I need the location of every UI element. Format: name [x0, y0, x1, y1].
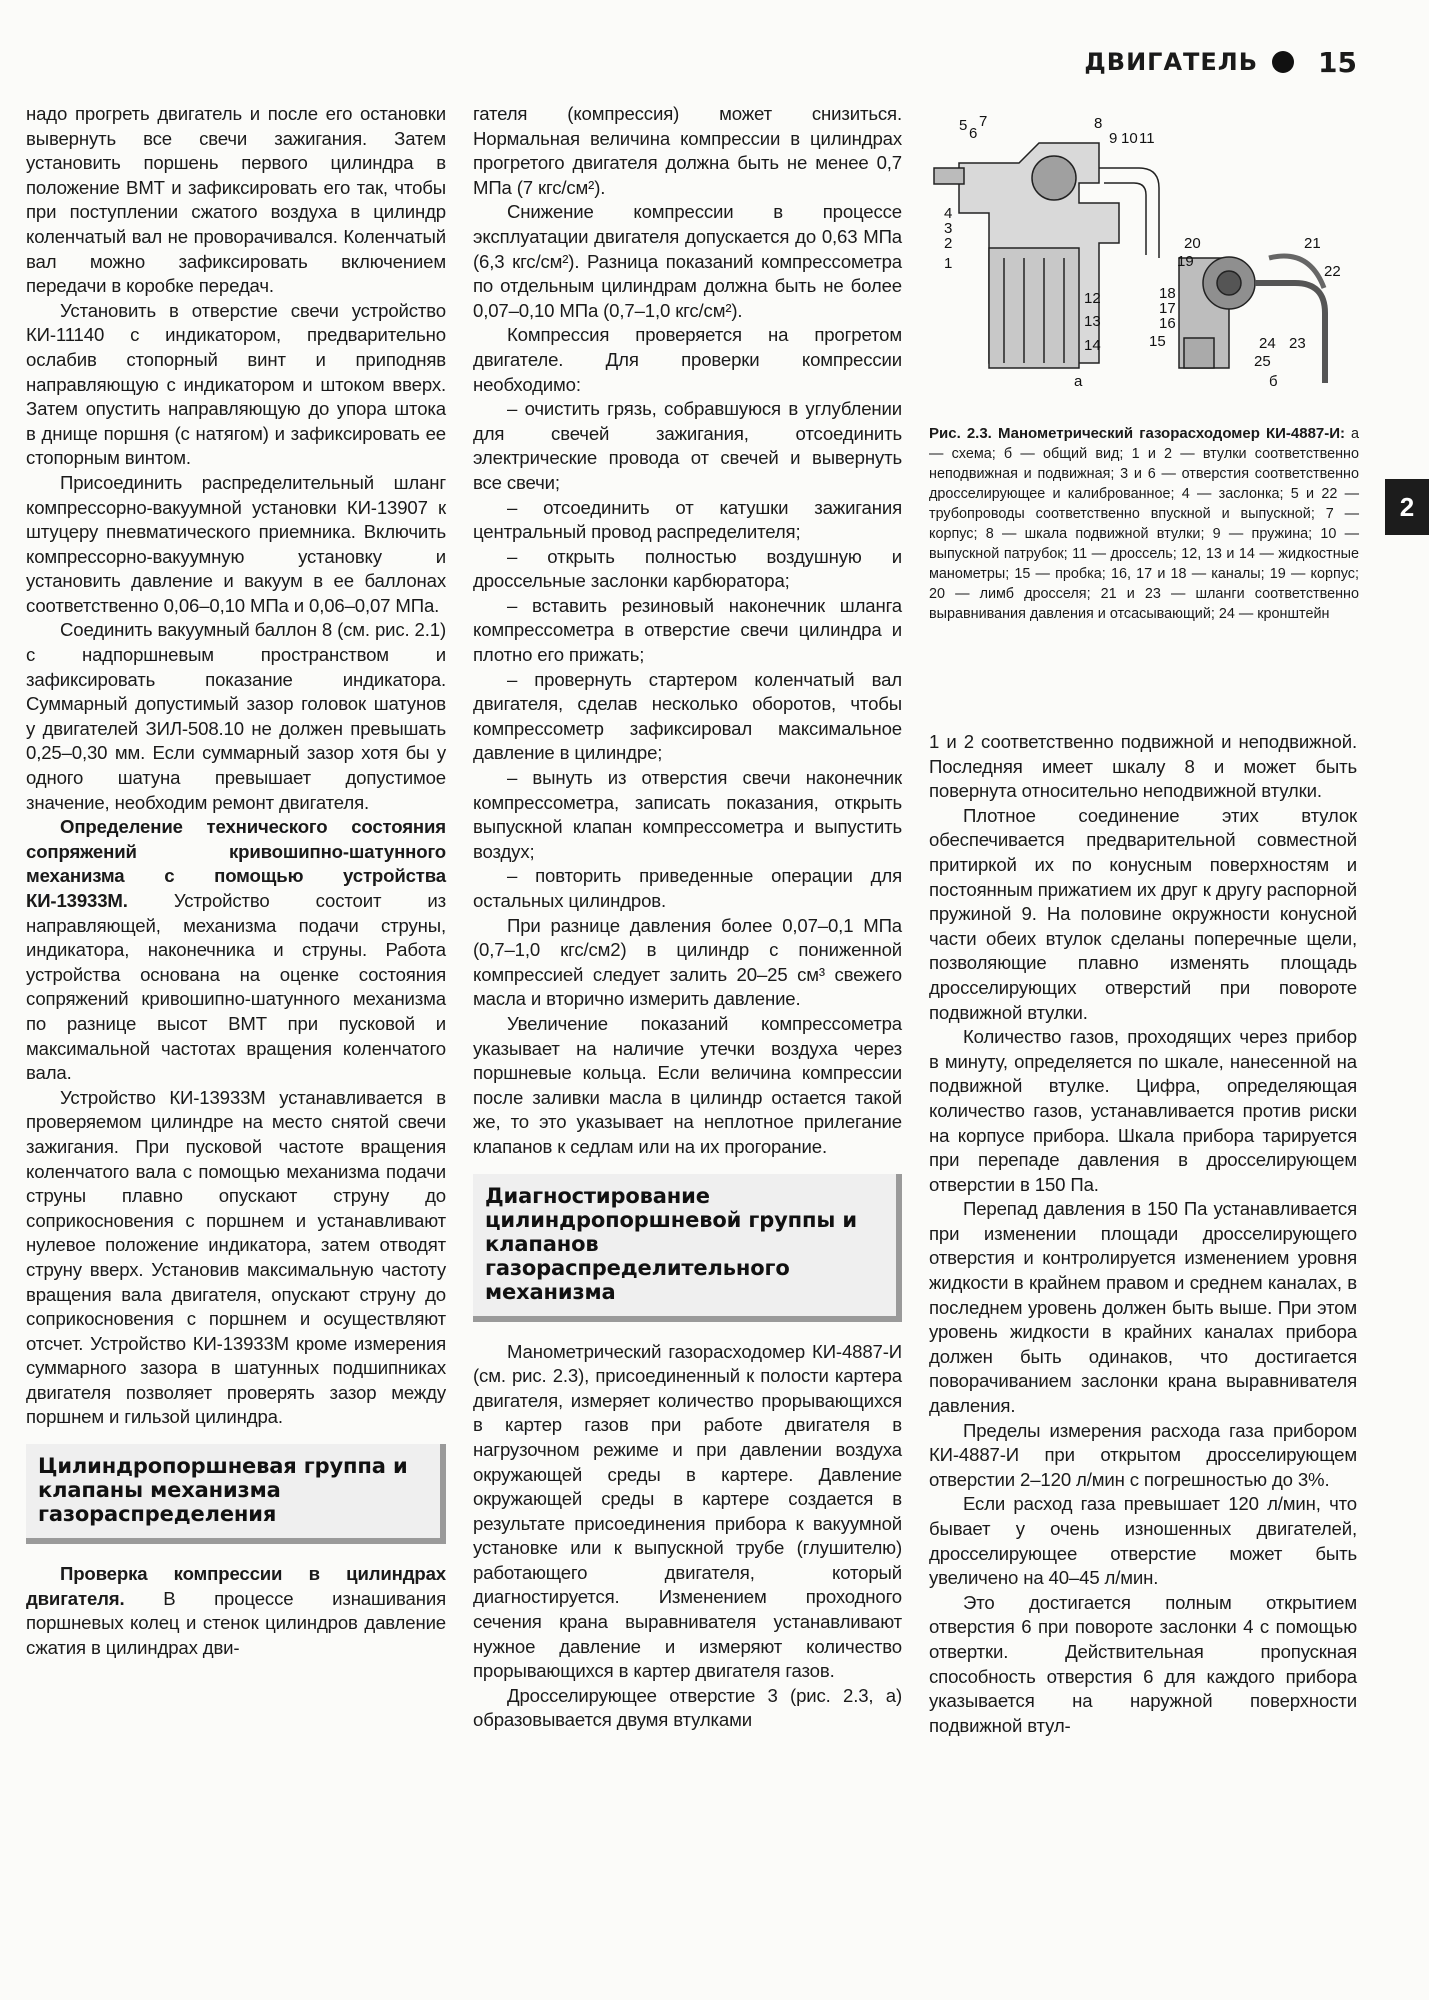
paragraph: При разнице давления более 0,07–0,1 МПа (0,7–1,0 кгс/см2) в цилиндр с пониженной компрессией следует залить 20–25 см³ свежего масла и вторично измерить давление.: [473, 914, 902, 1010]
fig-label: 15: [1149, 333, 1166, 350]
paragraph: надо прогреть двигатель и после его остановки вывернуть все свечи зажигания. Затем установить поршень первого цилиндра в положение ВМТ и зафиксировать его так, чтобы при поступлении сжатого воздуха в цилиндр коленчатый вал не проворачивался. Коленчатый вал можно зафиксировать включением передачи в коробке передач.: [26, 103, 446, 297]
list-item: – вставить резиновый наконечник шланга компрессометра в отверстие свечи цилиндра и плотно его прижать;: [473, 594, 902, 666]
fig-label: 20: [1184, 235, 1201, 252]
column-1: [26, 102, 446, 1660]
paragraph: Манометрический газорасходомер КИ-4887-И (см. рис. 2.3), присоединенный к полости картера двигателя, измеряет количество прорывающихся в картер газов при работе двигателя в нагрузочном режиме и при давлении воздуха окружающей среды в картере. Давление окружающей среды в картере создается в результате присоединения прибора к вакуумной установке или к выпускной трубе (глушителю) работающего двигателя, который диагностируется. Изменением проходного сечения крана выравнивателя устанавливают нужное давление и измеряют количество прорывающихся в картер двигателя газов.: [473, 1340, 902, 1682]
fig-label: 18: [1159, 285, 1176, 302]
section-title-header: ДВИГАТЕЛЬ: [1084, 48, 1259, 76]
section-heading: Диагностирование цилиндропоршневой группы и клапанов газораспределительного механизма: [485, 1183, 857, 1304]
list-item: – очистить грязь, собравшуюся в углублении для свечей зажигания, отсоединить электрические провода от свечей и вывернуть все свечи;: [473, 398, 902, 493]
paragraph: Это достигается полным открытием отверстия 6 при повороте заслонки 4 с помощью отвертки. Действительная пропускная способность отверстия 6 для каждого прибора указывается на наружной поверхности подвижной втул-: [929, 1591, 1357, 1736]
list-item: – провернуть стартером коленчатый вал двигателя, сделав несколько оборотов, чтобы компрессометр зафиксировал максимальное давление в цилиндре;: [473, 668, 902, 764]
paragraph: Если расход газа превышает 120 л/мин, что бывает у очень изношенных двигателей, дросселирующее отверстие может быть увеличено на 40–45 л/мин.: [929, 1493, 1357, 1589]
fig-label: 19: [1177, 253, 1194, 270]
fig-label: 2: [944, 235, 953, 252]
fig-label: 22: [1324, 263, 1341, 280]
section-heading-box: [26, 1444, 446, 1544]
paragraph: Плотное соединение этих втулок обеспечивается предварительной совместной притиркой их по конусным поверхностям и постоянным прижатием их друг к другу распорной пружиной 9. На половине окружности конусной части обеих втулок сделаны поперечные щели, позволяющие плавно изменять площадь дросселирующих отверстий при повороте подвижной втулки.: [929, 804, 1357, 1023]
section-heading: Цилиндропоршневая группа и клапаны механизма газораспределения: [38, 1454, 408, 1527]
paragraph: гателя (компрессия) может снизиться. Нормальная величина компрессии в цилиндрах прогретого двигателя должна быть не менее 0,7 МПа (7 кгс/см²).: [473, 103, 902, 198]
fig-label: 5: [959, 117, 968, 134]
fig-label: а: [1074, 373, 1083, 390]
paragraph-text: Устройство состоит из направляющей, механизма подачи струны, индикатора, наконечника и струны. Работа устройства основана на оценке состояния сопряжений кривошипно-шатунного механизма по разнице высот ВМТ при пусковой и максимальной частотах вращения коленчатого вала.: [26, 890, 446, 1084]
column-3: [929, 730, 1357, 1738]
figure-caption: [929, 424, 1359, 624]
page-number: 15: [1318, 45, 1357, 79]
subheading: Определение технического состояния сопряжений кривошипно-шатунного механизма с помощью устройства КИ-13933М.: [26, 816, 446, 911]
fig-label: 9: [1109, 130, 1118, 147]
fig-label: 23: [1289, 335, 1306, 352]
list-item: – отсоединить от катушки зажигания центральный провод распределителя;: [473, 496, 902, 543]
caption-text: а — схема; б — общий вид; 1 и 2 — втулки соответственно неподвижная и подвижная; 3 и 6 — отверстия соответственно дросселирующее и калиброванное; 4 — заслонка; 5 и 22 — трубопроводы соответственно впускной и выпускной; 7 — корпус; 8 — шкала подвижной втулки; 9 — пружина; 10 — выпускной патрубок; 11 — дроссель; 12, 13 и 14 — жидкостные манометры; 15 — пробка; 16, 17 и 18 — каналы; 19 — корпус; 20 — лимб дросселя; 21 и 23 — шланги соответственно выравнивания давления и отсасывающий; 24 — кронштейн: [929, 426, 1359, 622]
paragraph: Установить в отверстие свечи устройство КИ-11140 с индикатором, предварительно ослабив стопорный винт и приподняв направляющую с индикатором и штоком вверх. Затем опустить направляющую до упора штока в днище поршня (с натягом) и зафиксировать ее стопорным винтом.: [26, 299, 446, 469]
list-item: – повторить приведенные операции для остальных цилиндров.: [473, 865, 902, 911]
fig-label: 3: [944, 220, 953, 237]
paragraph: Компрессия проверяется на прогретом двигателе. Для проверки компрессии необходимо:: [473, 324, 902, 395]
fig-label: 24: [1259, 335, 1276, 352]
paragraph: Количество газов, проходящих через прибор в минуту, определяется по шкале, нанесенной на подвижной втулке. Цифра, определяющая количество газов, устанавливается против риски на корпусе прибора. Шкала прибора тарируется при перепаде давления в дросселирующем отверстии в 150 Па.: [929, 1026, 1357, 1195]
section-heading-box: [473, 1174, 902, 1322]
fig-label: 1: [944, 255, 953, 272]
column-2: [473, 102, 902, 1733]
fig-label: 7: [979, 113, 988, 130]
caption-title: Рис. 2.3. Манометрический газорасходомер КИ-4887-И:: [929, 425, 1346, 442]
paragraph: Устройство КИ-13933М устанавливается в проверяемом цилиндре на место снятой свечи зажигания. При пусковой частоте вращения коленчатого вала с помощью механизма подачи струны плавно опускают струну до соприкосновения с поршнем и устанавливают нулевое положение индикатора, затем отводят струну вверх. Установив максимальную частоту вращения вала двигателя, опускают струну до соприкосновения с поршнем и осуществляют отсчет. Устройство КИ-13933М кроме измерения суммарного зазора в шатунных подшипниках двигателя позволяет проверять зазор между поршнем и гильзой цилиндра.: [26, 1086, 446, 1428]
fig-label: 13: [1084, 313, 1101, 330]
fig-label: 10: [1121, 130, 1138, 147]
paragraph: Дросселирующее отверстие 3 (рис. 2.3, а) образовывается двумя втулками: [473, 1684, 902, 1731]
paragraph: Снижение компрессии в процессе эксплуатации двигателя допускается до 0,63 МПа (6,3 кгс/см²). Разница показаний компрессометра по отдельным цилиндрам должна быть не более 0,07–0,10 МПа (0,7–1,0 кгс/см²).: [473, 201, 902, 321]
bullet-dot-icon: [1272, 51, 1294, 73]
page-header: [1084, 46, 1357, 78]
fig-label: 12: [1084, 290, 1101, 307]
fig-label: 8: [1094, 115, 1103, 132]
paragraph: [26, 815, 446, 1086]
list-item: – вынуть из отверстия свечи наконечник компрессометра, записать показания, открыть выпускной клапан компрессометра и выпустить воздух;: [473, 767, 902, 862]
paragraph: Пределы измерения расхода газа прибором КИ-4887-И при открытом дросселирующем отверстии 2–120 л/мин с погрешностью до 3%.: [929, 1419, 1357, 1490]
paragraph: 1 и 2 соответственно подвижной и неподвижной. Последняя имеет шкалу 8 и может быть повернута относительно неподвижной втулки.: [929, 731, 1357, 802]
paragraph: [26, 1562, 446, 1660]
paragraph: Перепад давления в 150 Па устанавливается при изменении площади дросселирующего отверстия и контролируется изменением уровня жидкости в крайнем правом и среднем каналах, в последнем уровень должен быть выше. При этом уровень жидкости в крайних каналах прибора должен быть одинаков, что достигается поворачиванием заслонки крана выравнивателя давления.: [929, 1198, 1357, 1417]
paragraph: Соединить вакуумный баллон 8 (см. рис. 2.1) с надпоршневым пространством и зафиксировать показание индикатора. Суммарный допустимый зазор головок шатунов у двигателей ЗИЛ-508.10 не должен превышать 0,25–0,30 мм. Если суммарный зазор хотя бы у одного шатуна превышает допустимое значение, необходим ремонт двигателя.: [26, 619, 446, 813]
fig-label: б: [1269, 373, 1278, 390]
fig-label: 11: [1139, 130, 1155, 147]
fig-label: 17: [1159, 300, 1176, 317]
fig-label: 25: [1254, 353, 1271, 370]
fig-label: 16: [1159, 315, 1176, 332]
paragraph: Увеличение показаний компрессометра указывает на наличие утечки воздуха через поршневые кольца. Если величина компрессии после заливки масла в цилиндр остается такой же, то это указывает на неплотное прилегание клапанов к седлам или на их прогорание.: [473, 1012, 902, 1157]
chapter-tab: 2: [1385, 479, 1429, 535]
list-item: – открыть полностью воздушную и дроссельные заслонки карбюратора;: [473, 545, 902, 592]
fig-label: 21: [1304, 235, 1321, 252]
fig-label: 14: [1084, 337, 1101, 354]
figure-gas-flowmeter-diagram: [929, 108, 1359, 418]
paragraph-text: В процессе изнашивания поршневых колец и стенок цилиндров давление сжатия в цилиндрах дви-: [26, 1587, 446, 1658]
paragraph: Присоединить распределительный шланг компрессорно-вакуумной установки КИ-13907 к штуцеру пневматического приемника. Включить компрессорно-вакуумную установку и установить давление и вакуум в ее баллонах соответственно 0,06–0,10 МПа и 0,06–0,07 МПа.: [26, 471, 446, 616]
fig-label: 6: [969, 125, 978, 142]
subheading: Проверка компрессии в цилиндрах двигателя.: [26, 1563, 446, 1609]
fig-label: 4: [944, 205, 953, 222]
